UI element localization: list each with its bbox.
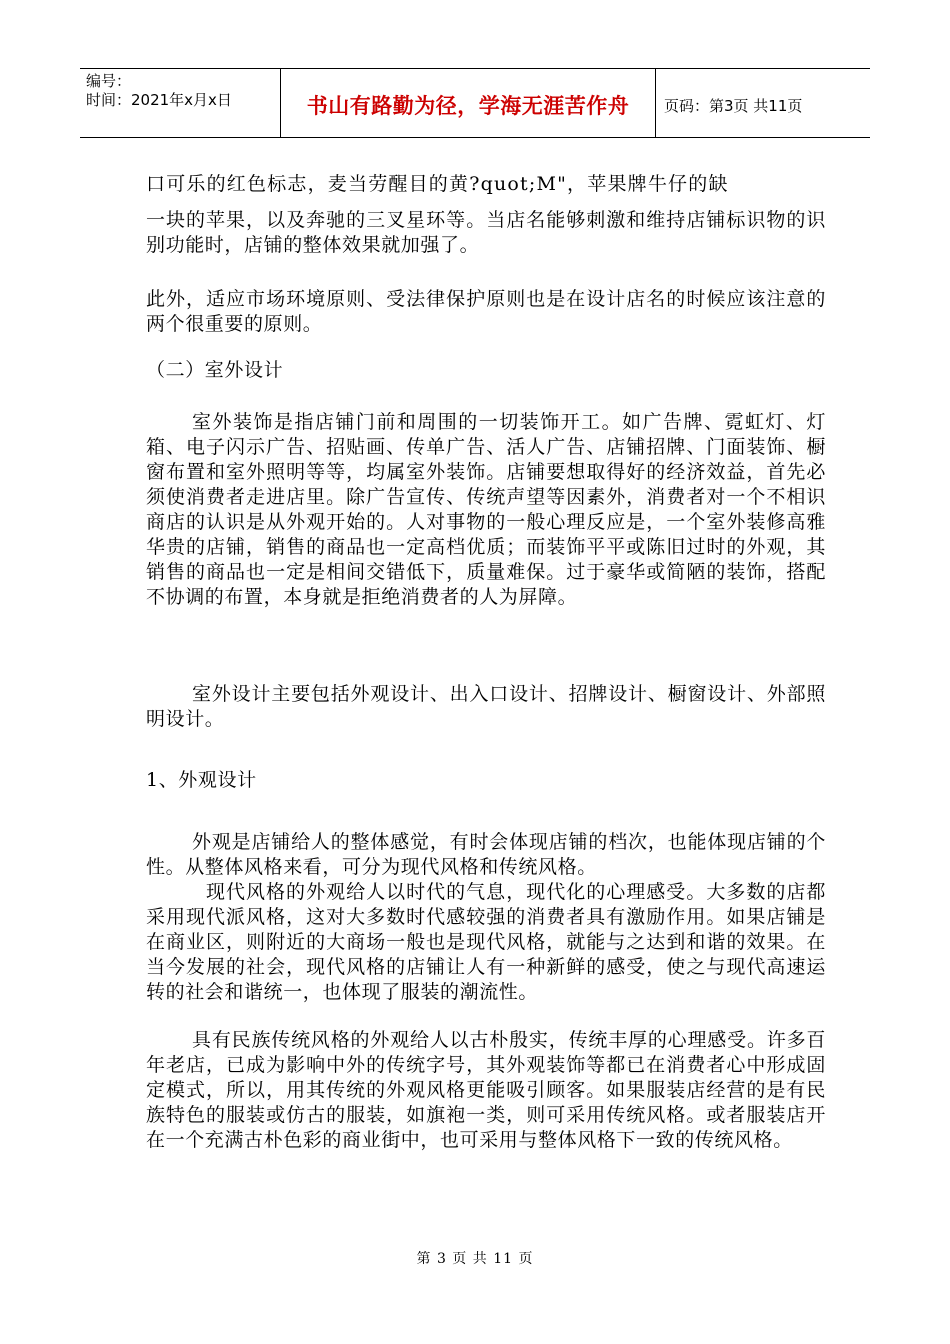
paragraph-outdoor-design-scope: 室外设计主要包括外观设计、出入口设计、招牌设计、橱窗设计、外部照明设计。: [146, 683, 826, 730]
header-time-label: 时间：2021年x月x日: [86, 91, 232, 109]
paragraph-outdoor-decoration: 室外装饰是指店铺门前和周围的一切装饰开工。如广告牌、霓虹灯、灯箱、电子闪示广告、招贴画、传单广告、活人广告、店铺招牌、门面装饰、橱窗布置和室外照明等等，均属室外装饰。店铺要想取得好的经济效益，首先必须使消费者走进店里。除广告宣传、传统声望等因素外，消费者对一个不相识商店的认识是从外观开始的。人对事物的一般心理反应是，一个室外装修高雅华贵的店铺，销售的商品也一定高档优质；而装饰平平或陈旧过时的外观，其销售的商品也一定是相间交错低下，质量难保。过于豪华或简陋的装饰，搭配不协调的布置，本身就是拒绝消费者的人为屏障。: [146, 411, 826, 608]
header-number-label: 编号：: [86, 72, 132, 90]
paragraph-exterior-overall: 外观是店铺给人的整体感觉，有时会体现店铺的档次，也能体现店铺的个性。从整体风格来看，可分为现代风格和传统风格。: [146, 831, 826, 878]
paragraph-naming-principles: 此外，适应市场环境原则、受法律保护原则也是在设计店名的时候应该注意的两个很重要的原则。: [146, 288, 826, 335]
paragraph-continued-line: 口可乐的红色标志，麦当劳醒目的黄?quot;M"，苹果牌牛仔的缺: [146, 173, 729, 195]
section-heading-outdoor-design: （二）室外设计: [146, 359, 284, 381]
page-footer: 第 3 页 共 11 页: [416, 1251, 534, 1267]
paragraph-logo-recognition: 一块的苹果，以及奔驰的三叉星环等。当店名能够刺激和维持店铺标识物的识别功能时，店铺的整体效果就加强了。: [146, 209, 826, 256]
paragraph-traditional-style: 具有民族传统风格的外观给人以古朴殷实，传统丰厚的心理感受。许多百年老店，已成为影响中外的传统字号，其外观装饰等都已在消费者心中形成固定模式，所以，用其传统的外观风格更能吸引顾客。如果服装店经营的是有民族特色的服装或仿古的服装，如旗袍一类，则可采用传统风格。或者服装店开在一个充满古朴色彩的商业街中，也可采用与整体风格下一致的传统风格。: [146, 1029, 826, 1151]
page-header: [80, 68, 870, 138]
header-page-label: 页码：第3页 共11页: [664, 96, 803, 115]
header-motto: 书山有路勤为径，学海无涯苦作舟: [281, 69, 656, 137]
section-heading-exterior-design: 1、外观设计: [146, 769, 257, 791]
paragraph-modern-style: 现代风格的外观给人以时代的气息，现代化的心理感受。大多数的店都采用现代派风格，这对大多数时代感较强的消费者具有激励作用。如果店铺是在商业区，则附近的大商场一般也是现代风格，就能与之达到和谐的效果。在当今发展的社会，现代风格的店铺让人有一种新鲜的感受，使之与现代高速运转的社会和谐统一，也体现了服装的潮流性。: [146, 881, 826, 1003]
header-meta: [80, 69, 281, 137]
